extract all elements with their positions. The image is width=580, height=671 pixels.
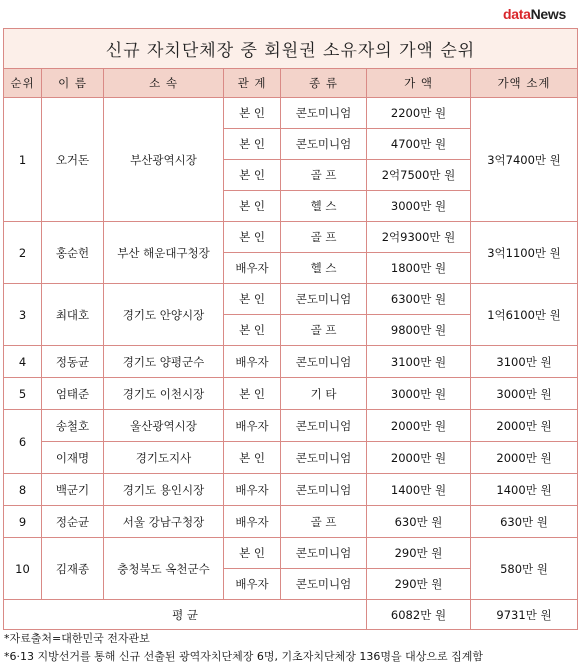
subtotal-cell: 1억6100만 원 [471,284,578,346]
footnote-source: *자료출처=대한민국 전자관보 [4,632,150,645]
value-cell: 290만 원 [367,538,471,569]
rank-cell: 10 [4,538,42,600]
value-cell: 290만 원 [367,569,471,600]
type-cell: 기 타 [281,378,367,410]
subtotal-cell: 2000만 원 [471,410,578,442]
relation-cell: 본 인 [224,284,281,315]
relation-cell: 본 인 [224,442,281,474]
value-cell: 2억7500만 원 [367,160,471,191]
average-value: 6082만 원 [367,600,471,630]
relation-cell: 배우자 [224,569,281,600]
affiliation-cell: 경기도 양평군수 [104,346,224,378]
affiliation-cell: 부산 해운대구청장 [104,222,224,284]
name-cell: 송철호 [42,410,104,442]
value-cell: 1800만 원 [367,253,471,284]
average-subtotal: 9731만 원 [471,600,578,630]
table-header-row [4,69,578,98]
header-name: 이 름 [42,69,104,98]
table-row [4,474,578,506]
subtotal-cell: 3억7400만 원 [471,98,578,222]
table-row [4,506,578,538]
relation-cell: 본 인 [224,538,281,569]
type-cell: 골 프 [281,222,367,253]
name-cell: 홍순헌 [42,222,104,284]
header-relation: 관 계 [224,69,281,98]
subtotal-cell: 580만 원 [471,538,578,600]
type-cell: 콘도미니엄 [281,98,367,129]
value-cell: 3000만 원 [367,378,471,410]
type-cell: 콘도미니엄 [281,346,367,378]
relation-cell: 본 인 [224,191,281,222]
rank-cell: 5 [4,378,42,410]
rank-cell: 6 [4,410,42,474]
ranking-table [3,28,578,630]
name-cell: 최대호 [42,284,104,346]
affiliation-cell: 충청북도 옥천군수 [104,538,224,600]
subtotal-cell: 1400만 원 [471,474,578,506]
table-row [4,222,578,253]
type-cell: 헬 스 [281,253,367,284]
affiliation-cell: 부산광역시장 [104,98,224,222]
name-cell: 백군기 [42,474,104,506]
value-cell: 6300만 원 [367,284,471,315]
affiliation-cell: 경기도 이천시장 [104,378,224,410]
rank-cell: 4 [4,346,42,378]
name-cell: 엄태준 [42,378,104,410]
rank-cell: 2 [4,222,42,284]
relation-cell: 본 인 [224,378,281,410]
type-cell: 콘도미니엄 [281,442,367,474]
subtotal-cell: 630만 원 [471,506,578,538]
rank-cell: 8 [4,474,42,506]
header-type: 종 류 [281,69,367,98]
type-cell: 콘도미니엄 [281,538,367,569]
table-row [4,284,578,315]
average-label: 평 균 [4,600,367,630]
name-cell: 정동균 [42,346,104,378]
rank-cell: 9 [4,506,42,538]
relation-cell: 배우자 [224,346,281,378]
table-row [4,442,578,474]
name-cell: 이재명 [42,442,104,474]
value-cell: 4700만 원 [367,129,471,160]
affiliation-cell: 경기도 용인시장 [104,474,224,506]
subtotal-cell: 3000만 원 [471,378,578,410]
value-cell: 9800만 원 [367,315,471,346]
affiliation-cell: 경기도지사 [104,442,224,474]
relation-cell: 본 인 [224,129,281,160]
name-cell: 정순균 [42,506,104,538]
table-title: 신규 자치단체장 중 회원권 소유자의 가액 순위 [4,29,578,69]
relation-cell: 본 인 [224,222,281,253]
value-cell: 2200만 원 [367,98,471,129]
relation-cell: 배우자 [224,506,281,538]
type-cell: 골 프 [281,315,367,346]
header-value: 가 액 [367,69,471,98]
value-cell: 2억9300만 원 [367,222,471,253]
type-cell: 콘도미니엄 [281,284,367,315]
affiliation-cell: 경기도 안양시장 [104,284,224,346]
relation-cell: 배우자 [224,474,281,506]
relation-cell: 본 인 [224,315,281,346]
type-cell: 골 프 [281,506,367,538]
header-rank: 순위 [4,69,42,98]
value-cell: 2000만 원 [367,410,471,442]
table-body [4,98,578,600]
header-subtotal: 가액 소계 [471,69,578,98]
type-cell: 콘도미니엄 [281,569,367,600]
type-cell: 골 프 [281,160,367,191]
average-row [4,600,578,630]
relation-cell: 본 인 [224,98,281,129]
value-cell: 3100만 원 [367,346,471,378]
table-row [4,378,578,410]
name-cell: 오거돈 [42,98,104,222]
relation-cell: 배우자 [224,410,281,442]
footnote-scope: *6·13 지방선거를 통해 신규 선출된 광역자치단체장 6명, 기초자치단체장 136명을 대상으로 집계함 [4,650,483,663]
table-row [4,410,578,442]
rank-cell: 1 [4,98,42,222]
table-row [4,346,578,378]
type-cell: 헬 스 [281,191,367,222]
value-cell: 3000만 원 [367,191,471,222]
type-cell: 콘도미니엄 [281,129,367,160]
subtotal-cell: 2000만 원 [471,442,578,474]
datanews-logo: dataNews [503,6,566,22]
header-affiliation: 소 속 [104,69,224,98]
subtotal-cell: 3100만 원 [471,346,578,378]
affiliation-cell: 울산광역시장 [104,410,224,442]
type-cell: 콘도미니엄 [281,474,367,506]
subtotal-cell: 3억1100만 원 [471,222,578,284]
rank-cell: 3 [4,284,42,346]
relation-cell: 본 인 [224,160,281,191]
value-cell: 1400만 원 [367,474,471,506]
name-cell: 김재종 [42,538,104,600]
value-cell: 630만 원 [367,506,471,538]
relation-cell: 배우자 [224,253,281,284]
type-cell: 콘도미니엄 [281,410,367,442]
value-cell: 2000만 원 [367,442,471,474]
table-row [4,98,578,129]
table-row [4,538,578,569]
affiliation-cell: 서울 강남구청장 [104,506,224,538]
